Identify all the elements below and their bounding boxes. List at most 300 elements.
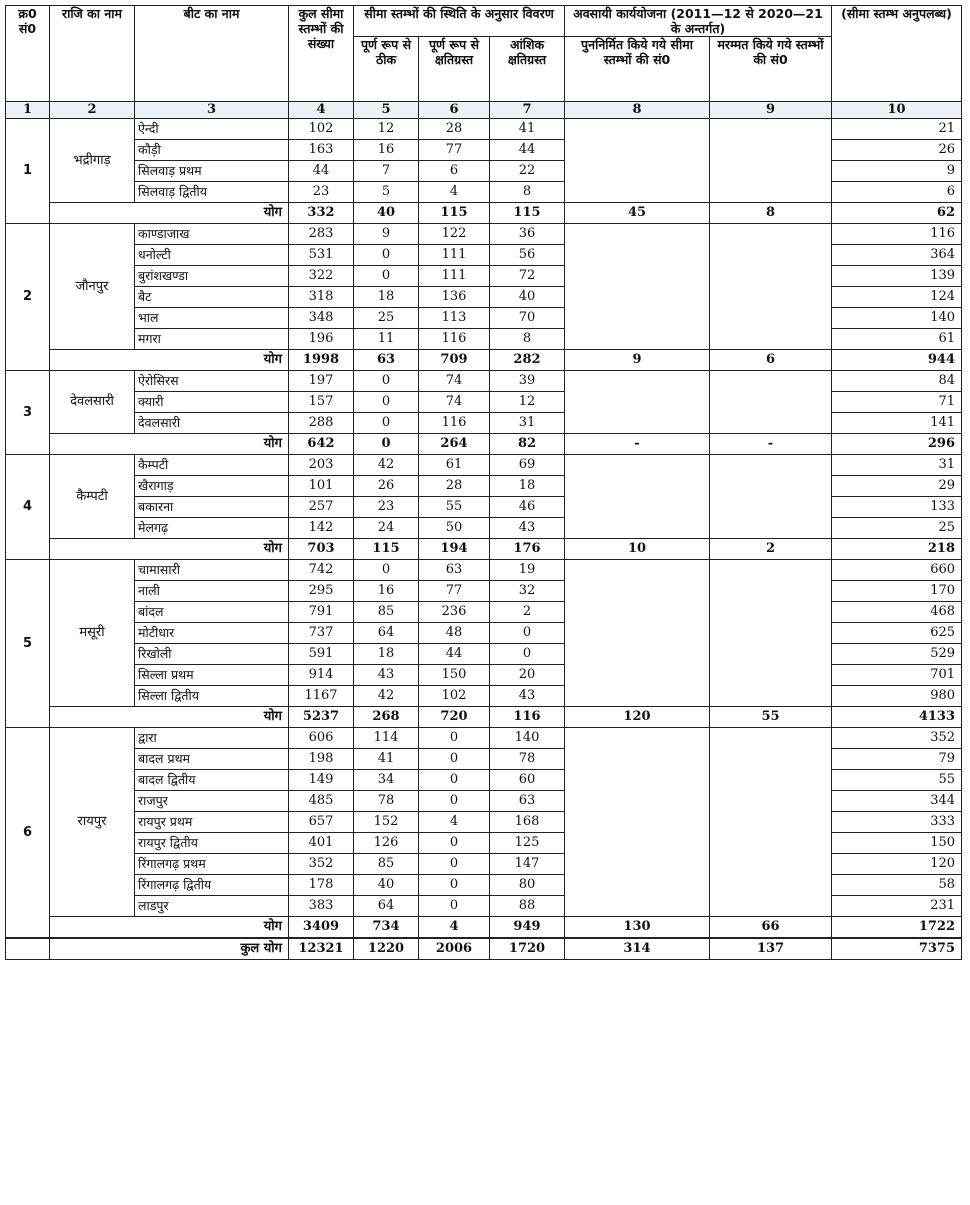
- total-value-c8: -: [565, 434, 710, 455]
- grand-total-label: कुल योग: [50, 938, 289, 960]
- fully-ok-cell: 85: [354, 602, 419, 623]
- total-pillars-cell: 198: [289, 749, 354, 770]
- total-value-c8: 45: [565, 203, 710, 224]
- partial-damaged-cell: 43: [490, 518, 565, 539]
- total-value-c6: 194: [419, 539, 490, 560]
- fully-ok-cell: 24: [354, 518, 419, 539]
- beat-name-cell: भाल: [135, 308, 289, 329]
- partial-damaged-cell: 88: [490, 896, 565, 917]
- partial-damaged-cell: 80: [490, 875, 565, 896]
- grand-total-c8: 314: [565, 938, 710, 960]
- total-pillars-cell: 657: [289, 812, 354, 833]
- unavailable-cell: 170: [832, 581, 962, 602]
- unavailable-cell: 364: [832, 245, 962, 266]
- fully-damaged-cell: 0: [419, 854, 490, 875]
- partial-damaged-cell: 60: [490, 770, 565, 791]
- beat-name-cell: सिलवाड़ द्वितीय: [135, 182, 289, 203]
- serial-number-cell: 6: [6, 728, 50, 939]
- total-pillars-cell: 142: [289, 518, 354, 539]
- total-value-c5: 63: [354, 350, 419, 371]
- fully-ok-cell: 12: [354, 119, 419, 140]
- fully-damaged-cell: 0: [419, 749, 490, 770]
- total-value-c6: 709: [419, 350, 490, 371]
- total-pillars-cell: 318: [289, 287, 354, 308]
- range-name-cell: जौनपुर: [50, 224, 135, 350]
- total-value-c6: 115: [419, 203, 490, 224]
- range-name-cell: रायपुर: [50, 728, 135, 917]
- partial-damaged-cell: 69: [490, 455, 565, 476]
- beat-name-cell: लाडपुर: [135, 896, 289, 917]
- fully-ok-cell: 42: [354, 455, 419, 476]
- total-pillars-cell: 401: [289, 833, 354, 854]
- header-fully-ok: पूर्ण रूप से ठीक: [354, 37, 419, 102]
- unavailable-cell: 140: [832, 308, 962, 329]
- table-row: [6, 455, 962, 476]
- range-name-cell: देवलसारी: [50, 371, 135, 434]
- fully-damaged-cell: 74: [419, 371, 490, 392]
- total-pillars-cell: 295: [289, 581, 354, 602]
- total-value-c9: 2: [710, 539, 832, 560]
- column-number: 4: [289, 102, 354, 119]
- fully-ok-cell: 152: [354, 812, 419, 833]
- total-value-c4: 703: [289, 539, 354, 560]
- unavailable-cell: 980: [832, 686, 962, 707]
- total-value-c4: 332: [289, 203, 354, 224]
- fully-damaged-cell: 0: [419, 728, 490, 749]
- beat-name-cell: नाली: [135, 581, 289, 602]
- unavailable-cell: 25: [832, 518, 962, 539]
- partial-damaged-cell: 40: [490, 287, 565, 308]
- range-name-cell: कैम्पटी: [50, 455, 135, 539]
- fully-ok-cell: 23: [354, 497, 419, 518]
- total-pillars-cell: 742: [289, 560, 354, 581]
- total-value-c6: 4: [419, 917, 490, 939]
- table-header: [6, 6, 962, 102]
- range-name-cell: मसूरी: [50, 560, 135, 707]
- repaired-empty-cell: [710, 371, 832, 434]
- column-number: 1: [6, 102, 50, 119]
- unavailable-cell: 116: [832, 224, 962, 245]
- beat-name-cell: काण्डाजाख: [135, 224, 289, 245]
- total-value-c6: 720: [419, 707, 490, 728]
- partial-damaged-cell: 2: [490, 602, 565, 623]
- partial-damaged-cell: 140: [490, 728, 565, 749]
- partial-damaged-cell: 19: [490, 560, 565, 581]
- beat-name-cell: राजपुर: [135, 791, 289, 812]
- partial-damaged-cell: 8: [490, 182, 565, 203]
- unavailable-cell: 55: [832, 770, 962, 791]
- unavailable-cell: 231: [832, 896, 962, 917]
- fully-damaged-cell: 0: [419, 875, 490, 896]
- unavailable-cell: 84: [832, 371, 962, 392]
- total-value-c9: -: [710, 434, 832, 455]
- fully-ok-cell: 0: [354, 392, 419, 413]
- fully-damaged-cell: 136: [419, 287, 490, 308]
- repaired-empty-cell: [710, 119, 832, 203]
- fully-damaged-cell: 4: [419, 182, 490, 203]
- fully-ok-cell: 0: [354, 266, 419, 287]
- fully-ok-cell: 78: [354, 791, 419, 812]
- fully-ok-cell: 18: [354, 644, 419, 665]
- serial-number-cell: 2: [6, 224, 50, 371]
- table-row: [6, 119, 962, 140]
- fully-ok-cell: 40: [354, 875, 419, 896]
- unavailable-cell: 58: [832, 875, 962, 896]
- fully-damaged-cell: 116: [419, 329, 490, 350]
- range-name-cell: भद्रीगाड़: [50, 119, 135, 203]
- fully-damaged-cell: 0: [419, 770, 490, 791]
- beat-name-cell: रायपुर प्रथम: [135, 812, 289, 833]
- repaired-empty-cell: [710, 224, 832, 350]
- serial-number-cell: 3: [6, 371, 50, 455]
- beat-name-cell: बांदल: [135, 602, 289, 623]
- beat-name-cell: मगरा: [135, 329, 289, 350]
- partial-damaged-cell: 46: [490, 497, 565, 518]
- fully-damaged-cell: 111: [419, 266, 490, 287]
- total-value-c4: 1998: [289, 350, 354, 371]
- group-total-row: [6, 917, 962, 939]
- total-value-c7: 115: [490, 203, 565, 224]
- unavailable-cell: 352: [832, 728, 962, 749]
- total-value-c8: 120: [565, 707, 710, 728]
- fully-ok-cell: 114: [354, 728, 419, 749]
- partial-damaged-cell: 70: [490, 308, 565, 329]
- fully-ok-cell: 0: [354, 245, 419, 266]
- unavailable-cell: 150: [832, 833, 962, 854]
- total-value-c5: 40: [354, 203, 419, 224]
- beat-name-cell: रिखोली: [135, 644, 289, 665]
- fully-damaged-cell: 77: [419, 581, 490, 602]
- total-value-c10: 944: [832, 350, 962, 371]
- total-value-c10: 218: [832, 539, 962, 560]
- total-value-c7: 176: [490, 539, 565, 560]
- table-row: [6, 728, 962, 749]
- fully-ok-cell: 7: [354, 161, 419, 182]
- serial-number-cell: 4: [6, 455, 50, 560]
- partial-damaged-cell: 39: [490, 371, 565, 392]
- total-pillars-cell: 914: [289, 665, 354, 686]
- grand-total-row: [6, 938, 962, 960]
- fully-ok-cell: 26: [354, 476, 419, 497]
- unavailable-cell: 133: [832, 497, 962, 518]
- total-value-c10: 62: [832, 203, 962, 224]
- fully-damaged-cell: 63: [419, 560, 490, 581]
- unavailable-cell: 468: [832, 602, 962, 623]
- total-pillars-cell: 157: [289, 392, 354, 413]
- grand-total-c5: 1220: [354, 938, 419, 960]
- beat-name-cell: बादल प्रथम: [135, 749, 289, 770]
- partial-damaged-cell: 56: [490, 245, 565, 266]
- beat-name-cell: बुरांशखण्डा: [135, 266, 289, 287]
- beat-name-cell: ऐन्दी: [135, 119, 289, 140]
- table-body: [6, 102, 962, 960]
- beat-name-cell: क्यारी: [135, 392, 289, 413]
- total-value-c9: 6: [710, 350, 832, 371]
- fully-damaged-cell: 74: [419, 392, 490, 413]
- unavailable-cell: 61: [832, 329, 962, 350]
- header-repaired: मरम्मत किये गये स्तम्भों की सं0: [710, 37, 832, 102]
- fully-damaged-cell: 0: [419, 791, 490, 812]
- total-pillars-cell: 606: [289, 728, 354, 749]
- total-value-c7: 82: [490, 434, 565, 455]
- unavailable-cell: 79: [832, 749, 962, 770]
- fully-ok-cell: 16: [354, 140, 419, 161]
- total-value-c8: 9: [565, 350, 710, 371]
- grand-total-c4: 12321: [289, 938, 354, 960]
- total-pillars-cell: 322: [289, 266, 354, 287]
- total-value-c4: 5237: [289, 707, 354, 728]
- beat-name-cell: सिलवाड़ प्रथम: [135, 161, 289, 182]
- total-pillars-cell: 283: [289, 224, 354, 245]
- total-value-c8: 130: [565, 917, 710, 939]
- fully-ok-cell: 64: [354, 623, 419, 644]
- column-number: 10: [832, 102, 962, 119]
- fully-damaged-cell: 50: [419, 518, 490, 539]
- total-value-c10: 1722: [832, 917, 962, 939]
- fully-ok-cell: 5: [354, 182, 419, 203]
- rebuilt-empty-cell: [565, 455, 710, 539]
- unavailable-cell: 344: [832, 791, 962, 812]
- fully-damaged-cell: 236: [419, 602, 490, 623]
- total-value-c7: 282: [490, 350, 565, 371]
- total-value-c4: 642: [289, 434, 354, 455]
- column-number: 8: [565, 102, 710, 119]
- beat-name-cell: रिंगालगढ़ द्वितीय: [135, 875, 289, 896]
- unavailable-cell: 31: [832, 455, 962, 476]
- fully-damaged-cell: 0: [419, 833, 490, 854]
- beat-name-cell: सिल्ला द्वितीय: [135, 686, 289, 707]
- fully-ok-cell: 64: [354, 896, 419, 917]
- group-total-row: [6, 350, 962, 371]
- unavailable-cell: 660: [832, 560, 962, 581]
- column-number: 2: [50, 102, 135, 119]
- grand-total-c9: 137: [710, 938, 832, 960]
- partial-damaged-cell: 8: [490, 329, 565, 350]
- group-total-row: [6, 203, 962, 224]
- partial-damaged-cell: 72: [490, 266, 565, 287]
- partial-damaged-cell: 18: [490, 476, 565, 497]
- header-plan-group: अवसायी कार्ययोजना (2011—12 से 2020—21 के अन्तर्गत): [565, 6, 832, 37]
- total-value-c5: 268: [354, 707, 419, 728]
- header-range: राजि का नाम: [50, 6, 135, 102]
- total-pillars-cell: 44: [289, 161, 354, 182]
- fully-ok-cell: 41: [354, 749, 419, 770]
- fully-ok-cell: 9: [354, 224, 419, 245]
- beat-name-cell: मोटीधार: [135, 623, 289, 644]
- rebuilt-empty-cell: [565, 119, 710, 203]
- fully-damaged-cell: 48: [419, 623, 490, 644]
- serial-number-cell: 5: [6, 560, 50, 728]
- fully-damaged-cell: 150: [419, 665, 490, 686]
- fully-ok-cell: 16: [354, 581, 419, 602]
- unavailable-cell: 9: [832, 161, 962, 182]
- fully-damaged-cell: 116: [419, 413, 490, 434]
- total-label: योग: [50, 707, 289, 728]
- beat-name-cell: रिंगालगढ़ प्रथम: [135, 854, 289, 875]
- partial-damaged-cell: 168: [490, 812, 565, 833]
- header-rebuilt: पुननिर्मित किये गये सीमा स्तम्भों की सं0: [565, 37, 710, 102]
- beat-name-cell: ऐरोसिरस: [135, 371, 289, 392]
- total-pillars-cell: 348: [289, 308, 354, 329]
- header-unavailable: (सीमा स्तम्भ अनुपलब्ध): [832, 6, 962, 102]
- beat-name-cell: बादल द्वितीय: [135, 770, 289, 791]
- total-value-c5: 734: [354, 917, 419, 939]
- total-value-c5: 115: [354, 539, 419, 560]
- rebuilt-empty-cell: [565, 371, 710, 434]
- partial-damaged-cell: 36: [490, 224, 565, 245]
- beat-name-cell: धनोल्टी: [135, 245, 289, 266]
- total-pillars-cell: 102: [289, 119, 354, 140]
- total-pillars-cell: 178: [289, 875, 354, 896]
- fully-damaged-cell: 113: [419, 308, 490, 329]
- total-pillars-cell: 197: [289, 371, 354, 392]
- partial-damaged-cell: 44: [490, 140, 565, 161]
- unavailable-cell: 139: [832, 266, 962, 287]
- fully-damaged-cell: 77: [419, 140, 490, 161]
- partial-damaged-cell: 0: [490, 623, 565, 644]
- group-total-row: [6, 434, 962, 455]
- rebuilt-empty-cell: [565, 560, 710, 707]
- group-total-row: [6, 707, 962, 728]
- beat-name-cell: बकारना: [135, 497, 289, 518]
- table-row: [6, 224, 962, 245]
- beat-name-cell: देवलसारी: [135, 413, 289, 434]
- total-pillars-cell: 1167: [289, 686, 354, 707]
- beat-name-cell: सिल्ला प्रथम: [135, 665, 289, 686]
- header-total-pillars: कुल सीमा स्तम्भों की संख्या: [289, 6, 354, 102]
- total-value-c10: 4133: [832, 707, 962, 728]
- fully-ok-cell: 0: [354, 560, 419, 581]
- beat-name-cell: बैट: [135, 287, 289, 308]
- grand-total-c10: 7375: [832, 938, 962, 960]
- total-pillars-cell: 23: [289, 182, 354, 203]
- repaired-empty-cell: [710, 728, 832, 917]
- column-number-row: [6, 102, 962, 119]
- header-partial-damaged: आंशिक क्षतिग्रस्त: [490, 37, 565, 102]
- partial-damaged-cell: 41: [490, 119, 565, 140]
- total-label: योग: [50, 203, 289, 224]
- unavailable-cell: 71: [832, 392, 962, 413]
- total-pillars-cell: 383: [289, 896, 354, 917]
- partial-damaged-cell: 20: [490, 665, 565, 686]
- partial-damaged-cell: 0: [490, 644, 565, 665]
- fully-damaged-cell: 61: [419, 455, 490, 476]
- partial-damaged-cell: 78: [490, 749, 565, 770]
- unavailable-cell: 625: [832, 623, 962, 644]
- total-label: योग: [50, 350, 289, 371]
- fully-damaged-cell: 111: [419, 245, 490, 266]
- total-value-c5: 0: [354, 434, 419, 455]
- unavailable-cell: 6: [832, 182, 962, 203]
- unavailable-cell: 21: [832, 119, 962, 140]
- fully-ok-cell: 85: [354, 854, 419, 875]
- fully-damaged-cell: 6: [419, 161, 490, 182]
- fully-damaged-cell: 122: [419, 224, 490, 245]
- fully-damaged-cell: 4: [419, 812, 490, 833]
- beat-name-cell: द्वारा: [135, 728, 289, 749]
- column-number: 5: [354, 102, 419, 119]
- partial-damaged-cell: 32: [490, 581, 565, 602]
- column-number: 9: [710, 102, 832, 119]
- beat-name-cell: कैम्पटी: [135, 455, 289, 476]
- rebuilt-empty-cell: [565, 224, 710, 350]
- header-beat: बीट का नाम: [135, 6, 289, 102]
- header-sn: क्र0 सं0: [6, 6, 50, 102]
- total-label: योग: [50, 434, 289, 455]
- total-value-c6: 264: [419, 434, 490, 455]
- table-row: [6, 371, 962, 392]
- total-label: योग: [50, 539, 289, 560]
- grand-total-blank: [6, 938, 50, 960]
- grand-total-c6: 2006: [419, 938, 490, 960]
- grand-total-c7: 1720: [490, 938, 565, 960]
- repaired-empty-cell: [710, 560, 832, 707]
- total-pillars-cell: 737: [289, 623, 354, 644]
- table-row: [6, 560, 962, 581]
- total-value-c10: 296: [832, 434, 962, 455]
- total-pillars-cell: 149: [289, 770, 354, 791]
- fully-ok-cell: 126: [354, 833, 419, 854]
- total-value-c9: 66: [710, 917, 832, 939]
- total-pillars-cell: 531: [289, 245, 354, 266]
- fully-ok-cell: 0: [354, 371, 419, 392]
- partial-damaged-cell: 63: [490, 791, 565, 812]
- fully-ok-cell: 18: [354, 287, 419, 308]
- partial-damaged-cell: 147: [490, 854, 565, 875]
- total-pillars-cell: 791: [289, 602, 354, 623]
- fully-ok-cell: 11: [354, 329, 419, 350]
- unavailable-cell: 141: [832, 413, 962, 434]
- fully-damaged-cell: 102: [419, 686, 490, 707]
- serial-number-cell: 1: [6, 119, 50, 224]
- total-pillars-cell: 288: [289, 413, 354, 434]
- total-pillars-cell: 196: [289, 329, 354, 350]
- total-pillars-cell: 163: [289, 140, 354, 161]
- total-value-c7: 949: [490, 917, 565, 939]
- fully-damaged-cell: 44: [419, 644, 490, 665]
- unavailable-cell: 701: [832, 665, 962, 686]
- total-label: योग: [50, 917, 289, 939]
- total-pillars-cell: 101: [289, 476, 354, 497]
- fully-ok-cell: 42: [354, 686, 419, 707]
- total-value-c9: 55: [710, 707, 832, 728]
- total-pillars-cell: 352: [289, 854, 354, 875]
- unavailable-cell: 529: [832, 644, 962, 665]
- total-value-c7: 116: [490, 707, 565, 728]
- header-status-group: सीमा स्तम्भों की स्थिति के अनुसार विवरण: [354, 6, 565, 37]
- total-value-c8: 10: [565, 539, 710, 560]
- header-fully-damaged: पूर्ण रूप से क्षतिग्रस्त: [419, 37, 490, 102]
- fully-ok-cell: 34: [354, 770, 419, 791]
- column-number: 6: [419, 102, 490, 119]
- fully-damaged-cell: 28: [419, 119, 490, 140]
- partial-damaged-cell: 43: [490, 686, 565, 707]
- unavailable-cell: 124: [832, 287, 962, 308]
- fully-ok-cell: 43: [354, 665, 419, 686]
- boundary-pillar-table: [5, 5, 962, 960]
- group-total-row: [6, 539, 962, 560]
- repaired-empty-cell: [710, 455, 832, 539]
- partial-damaged-cell: 22: [490, 161, 565, 182]
- total-value-c4: 3409: [289, 917, 354, 939]
- fully-damaged-cell: 28: [419, 476, 490, 497]
- partial-damaged-cell: 31: [490, 413, 565, 434]
- total-pillars-cell: 257: [289, 497, 354, 518]
- beat-name-cell: कौड़ी: [135, 140, 289, 161]
- fully-ok-cell: 25: [354, 308, 419, 329]
- unavailable-cell: 29: [832, 476, 962, 497]
- total-value-c9: 8: [710, 203, 832, 224]
